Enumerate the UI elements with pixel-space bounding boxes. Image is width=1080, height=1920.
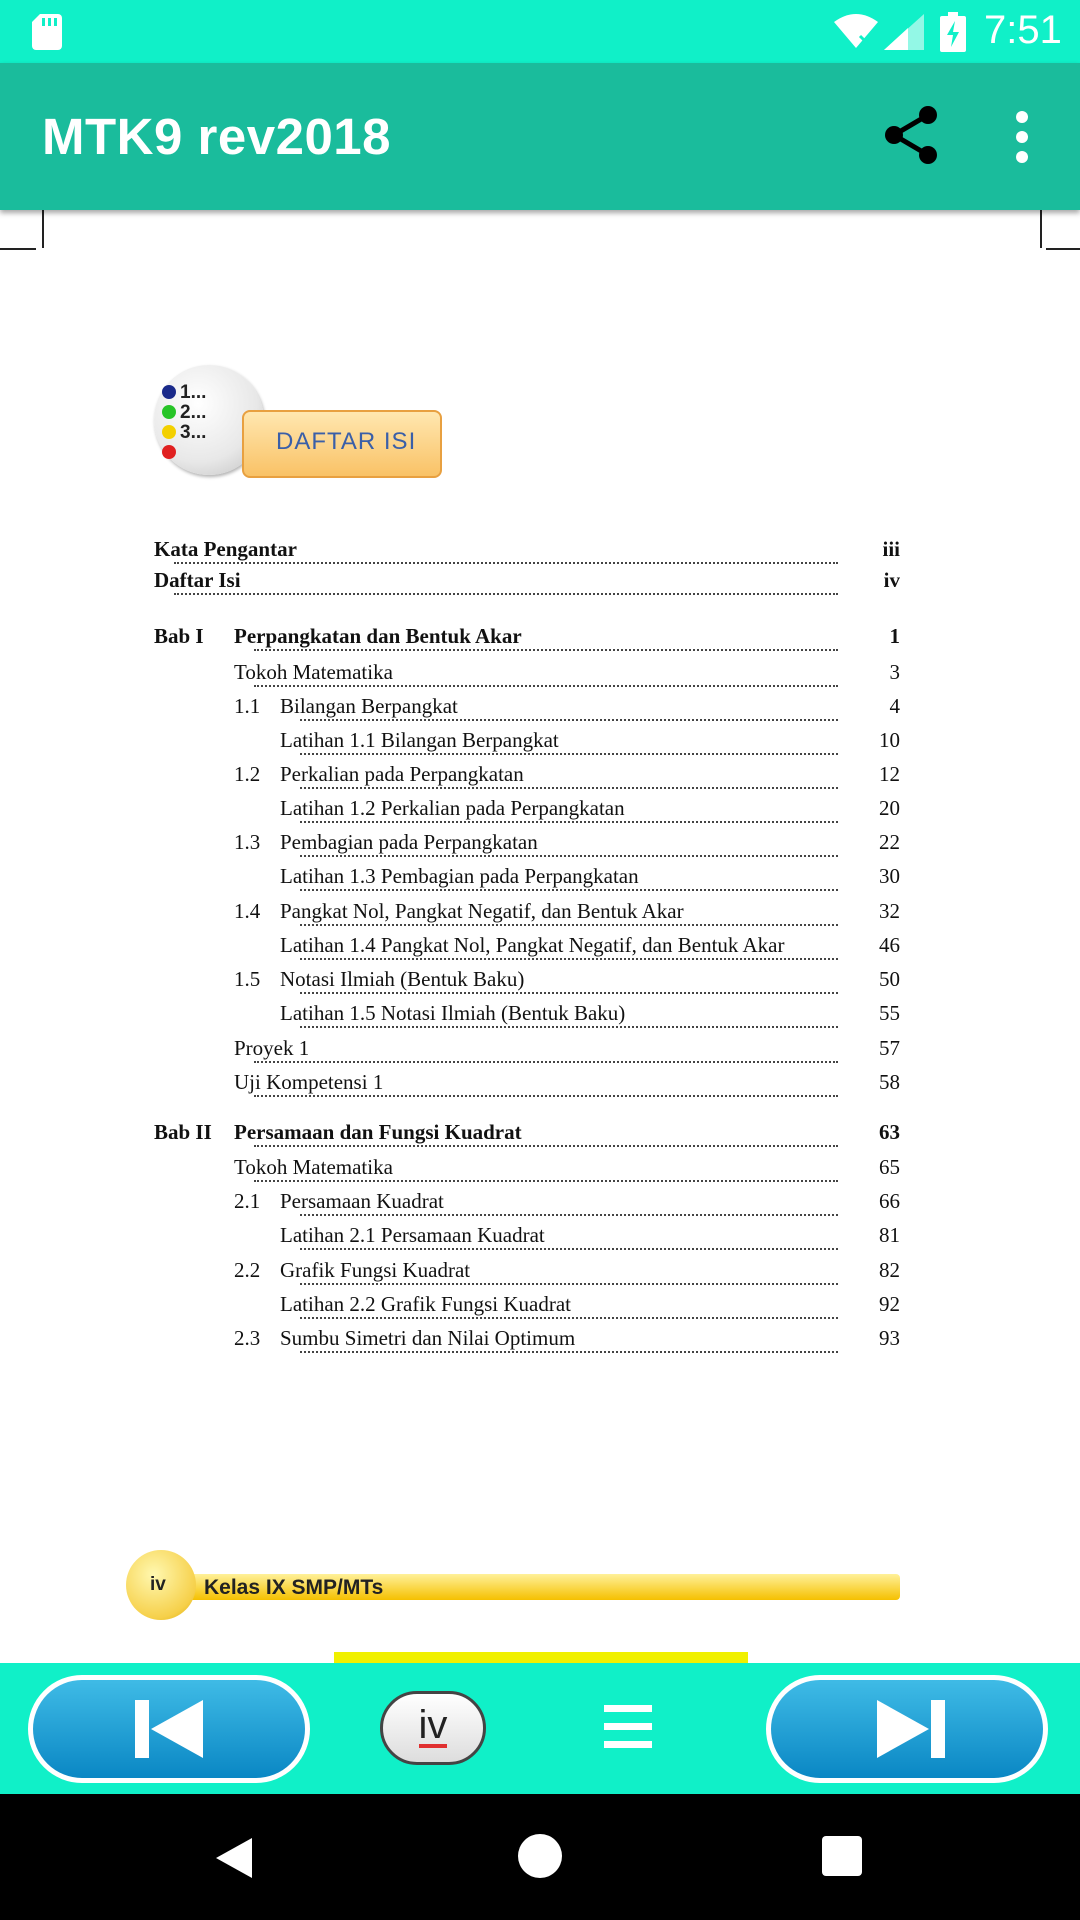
toc-row[interactable] bbox=[154, 864, 900, 898]
status-bar bbox=[0, 0, 1080, 63]
toc-entry-label: Perkalian pada Perpangkatan bbox=[280, 762, 528, 787]
toc-entry-label: Persamaan Kuadrat bbox=[280, 1189, 448, 1214]
system-nav-bar bbox=[0, 1794, 1080, 1920]
toc-leader-dots bbox=[174, 592, 838, 595]
toc-page-number: 10 bbox=[879, 728, 900, 752]
toc-section-number: 1.2 bbox=[234, 762, 264, 787]
toc-section-number: 2.1 bbox=[234, 1189, 264, 1214]
toc-entry-label: Latihan 1.5 Notasi Ilmiah (Bentuk Baku) bbox=[280, 1001, 629, 1026]
toc-entry-label: Latihan 1.3 Pembagian pada Perpangkatan bbox=[280, 864, 643, 889]
toc-page-number: iv bbox=[883, 568, 900, 592]
home-icon[interactable] bbox=[518, 1834, 562, 1878]
toc-page-number: 20 bbox=[879, 796, 900, 820]
toc-row[interactable] bbox=[154, 1155, 900, 1189]
crop-mark bbox=[1040, 210, 1042, 248]
toc-entry-label: Pangkat Nol, Pangkat Negatif, dan Bentuk Akar bbox=[280, 899, 688, 924]
toc-page-number: iii bbox=[882, 537, 900, 561]
toc-entry-label: Tokoh Matematika bbox=[234, 660, 397, 685]
toc-row[interactable] bbox=[154, 933, 900, 967]
current-page-label: iv bbox=[418, 1703, 448, 1747]
crop-mark bbox=[1046, 248, 1080, 250]
logo-dot bbox=[162, 445, 176, 459]
menu-icon[interactable] bbox=[602, 1701, 654, 1753]
toc-page-number: 4 bbox=[889, 694, 900, 718]
sd-card-icon bbox=[32, 14, 62, 50]
crop-mark bbox=[42, 210, 44, 248]
toc-entry-label: Daftar Isi bbox=[154, 568, 245, 593]
toc-page-number: 63 bbox=[879, 1120, 900, 1144]
toc-page-number: 32 bbox=[879, 899, 900, 923]
logo-dot bbox=[162, 405, 176, 419]
toc-page-number: 58 bbox=[879, 1070, 900, 1094]
toc-entry-label: Uji Kompetensi 1 bbox=[234, 1070, 387, 1095]
toc-row[interactable] bbox=[154, 568, 900, 602]
app-bar bbox=[0, 63, 1080, 210]
toc-row[interactable] bbox=[154, 1120, 900, 1154]
footer-page-number: iv bbox=[150, 1574, 166, 1595]
toc-row[interactable] bbox=[154, 660, 900, 694]
toc-entry-label: Latihan 2.2 Grafik Fungsi Kuadrat bbox=[280, 1292, 575, 1317]
toc-page-number: 81 bbox=[879, 1223, 900, 1247]
wifi-off-icon bbox=[832, 14, 880, 50]
toc-section-number: 1.1 bbox=[234, 694, 264, 719]
next-page-button[interactable] bbox=[766, 1675, 1048, 1783]
toc-row[interactable] bbox=[154, 1326, 900, 1360]
toc-entry-label: Latihan 2.1 Persamaan Kuadrat bbox=[280, 1223, 549, 1248]
toc-page-number: 1 bbox=[889, 624, 900, 648]
toc-entry-label: Latihan 1.2 Perkalian pada Perpangkatan bbox=[280, 796, 629, 821]
toc-section-number: 2.3 bbox=[234, 1326, 264, 1351]
toc-entry-label: Grafik Fungsi Kuadrat bbox=[280, 1258, 474, 1283]
toc-page-number: 65 bbox=[879, 1155, 900, 1179]
toc-row[interactable] bbox=[154, 624, 900, 658]
logo-dot bbox=[162, 425, 176, 439]
toc-entry-label: Persamaan dan Fungsi Kuadrat bbox=[234, 1120, 526, 1145]
logo-dot bbox=[162, 385, 176, 399]
toc-entry-label: Pembagian pada Perpangkatan bbox=[280, 830, 542, 855]
toc-entry-label: Kata Pengantar bbox=[154, 537, 301, 562]
toc-heading: DAFTAR ISI bbox=[276, 428, 417, 455]
toc-row[interactable] bbox=[154, 967, 900, 1001]
previous-page-button[interactable] bbox=[28, 1675, 310, 1783]
document-page[interactable] bbox=[0, 210, 1080, 1663]
battery-charging-icon bbox=[940, 12, 966, 52]
toc-row[interactable] bbox=[154, 1292, 900, 1326]
toc-page-number: 55 bbox=[879, 1001, 900, 1025]
toc-page-number: 66 bbox=[879, 1189, 900, 1213]
back-icon[interactable] bbox=[212, 1834, 260, 1882]
page-indicator-button[interactable] bbox=[380, 1691, 486, 1765]
toc-entry-label: Proyek 1 bbox=[234, 1036, 313, 1061]
toc-row[interactable] bbox=[154, 1258, 900, 1292]
toc-page-number: 30 bbox=[879, 864, 900, 888]
toc-page-number: 22 bbox=[879, 830, 900, 854]
footer-label: Kelas IX SMP/MTs bbox=[204, 1576, 384, 1599]
toc-entry-label: Tokoh Matematika bbox=[234, 1155, 397, 1180]
signal-icon bbox=[884, 14, 924, 50]
toc-row[interactable] bbox=[154, 1070, 900, 1104]
clock: 7:51 bbox=[984, 8, 1062, 52]
toc-chapter-number: Bab I bbox=[154, 624, 208, 649]
toc-row[interactable] bbox=[154, 728, 900, 762]
more-vert-icon[interactable] bbox=[1000, 107, 1044, 167]
toc-page-number: 46 bbox=[879, 933, 900, 957]
toc-row[interactable] bbox=[154, 1189, 900, 1223]
toc-page-number: 12 bbox=[879, 762, 900, 786]
toc-entry-label: Perpangkatan dan Bentuk Akar bbox=[234, 624, 526, 649]
skip-previous-icon bbox=[133, 1698, 205, 1760]
toc-section-number: 1.5 bbox=[234, 967, 264, 992]
toc-section-number: 2.2 bbox=[234, 1258, 264, 1283]
toc-row[interactable] bbox=[154, 899, 900, 933]
toc-row[interactable] bbox=[154, 1223, 900, 1257]
toc-entry-label: Notasi Ilmiah (Bentuk Baku) bbox=[280, 967, 528, 992]
toc-entry-label: Latihan 1.4 Pangkat Nol, Pangkat Negatif, dan Bentuk Akar bbox=[280, 933, 788, 958]
toc-row[interactable] bbox=[154, 1001, 900, 1035]
toc-row[interactable] bbox=[154, 1036, 900, 1070]
share-icon[interactable] bbox=[880, 103, 944, 167]
app-title: MTK9 rev2018 bbox=[42, 108, 392, 165]
toc-page-number: 93 bbox=[879, 1326, 900, 1350]
toc-entry-label: Sumbu Simetri dan Nilai Optimum bbox=[280, 1326, 579, 1351]
logo-numbers: 1... 2... 3... bbox=[180, 382, 207, 443]
toc-row[interactable] bbox=[154, 537, 900, 571]
bottom-toolbar bbox=[0, 1663, 1080, 1794]
toc-leader-dots bbox=[254, 1060, 838, 1063]
toc-row[interactable] bbox=[154, 830, 900, 864]
recent-apps-icon[interactable] bbox=[822, 1836, 862, 1876]
toc-page-number: 82 bbox=[879, 1258, 900, 1282]
toc-page-number: 57 bbox=[879, 1036, 900, 1060]
toc-entry-label: Bilangan Berpangkat bbox=[280, 694, 462, 719]
toc-page-number: 50 bbox=[879, 967, 900, 991]
toc-chapter-number: Bab II bbox=[154, 1120, 216, 1145]
toc-row[interactable] bbox=[154, 694, 900, 728]
toc-row[interactable] bbox=[154, 796, 900, 830]
toc-page-number: 3 bbox=[889, 660, 900, 684]
toc-section-number: 1.4 bbox=[234, 899, 264, 924]
toc-section-number: 1.3 bbox=[234, 830, 264, 855]
toc-page-number: 92 bbox=[879, 1292, 900, 1316]
toc-entry-label: Latihan 1.1 Bilangan Berpangkat bbox=[280, 728, 563, 753]
toc-row[interactable] bbox=[154, 762, 900, 796]
crop-mark bbox=[0, 248, 36, 250]
skip-next-icon bbox=[875, 1698, 947, 1760]
next-page-peek bbox=[334, 1652, 748, 1663]
toc-logo bbox=[152, 365, 442, 485]
